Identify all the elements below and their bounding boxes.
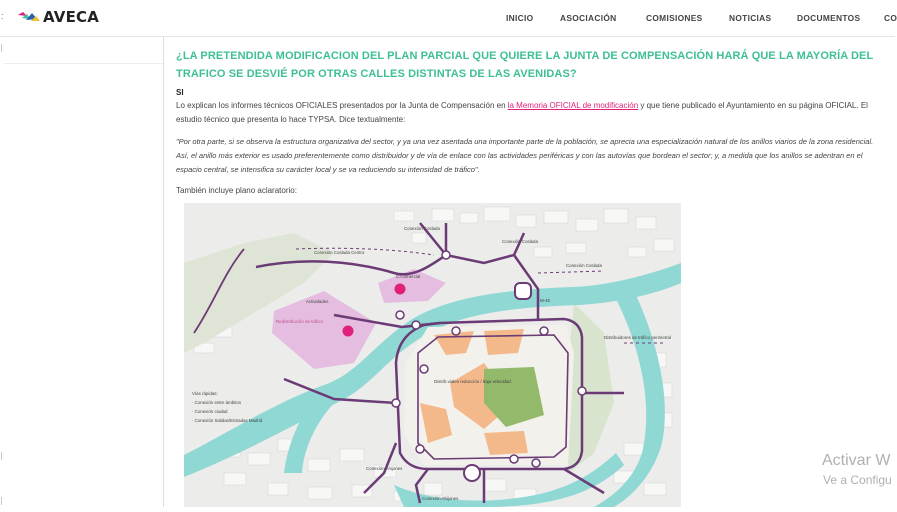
activation-watermark-subtitle: Ve a Configu <box>823 473 892 487</box>
map-legend-title: Vías rápidas: <box>192 391 218 396</box>
nav-item-inicio[interactable]: INICIO <box>506 13 534 23</box>
nav-item-contacto[interactable]: CO <box>884 13 897 23</box>
nav-item-noticias[interactable]: NOTICIAS <box>729 13 772 23</box>
header-bar <box>0 0 895 36</box>
map-legend-item: · Conexión Salidas/Entradas Madrid <box>192 418 263 423</box>
sidebar <box>0 37 163 507</box>
nav-item-comisiones[interactable]: COMISIONES <box>646 13 703 23</box>
sidebar-divider <box>4 63 163 64</box>
map-legend-item: · Conexión entre ámbitos <box>192 400 242 405</box>
edge-mark <box>1 452 2 460</box>
map-label: Conexión Coslada <box>566 263 602 268</box>
map-label: Conexión Coslada <box>404 226 440 231</box>
edge-mark <box>1 497 2 505</box>
map-label: Conexión Ahijones <box>422 496 459 501</box>
map-label: Redistribución de tráfico <box>276 319 324 324</box>
urban-plan-image <box>184 203 681 507</box>
map-label: Actividades <box>306 299 329 304</box>
article <box>176 47 886 195</box>
article-quote: "Por otra parte, si se observa la estructura organizativa del sector, y ya una vez asentada una importante parte de la población, se aprecia una especialización natural de los anillos viarios de la zona residencial. Así, el anillo más exterior es usado preferentemente como distribuidor y de vía de enlace con las actividades periféricas y con las autovías que bordean el sector; y, a medida que los anillos se adentran en el espacio central, se intensifica su carácter local y se va reduciendo su intensidad de tráfico". <box>176 137 874 174</box>
article-title: ¿LA PRETENDIDA MODIFICACION DEL PLAN PARCIAL QUE QUIERE LA JUNTA DE COMPENSACIÓN HARÁ QUE LA MAYORÍA DEL TRAFICO SE DESVIÉ POR OTRAS CALLES DISTINTAS DE LAS AVENIDAS? <box>176 50 874 80</box>
logo-text: AVECA <box>43 8 100 26</box>
paragraph-text: Lo explican los informes técnicos OFICIALES presentados por la Junta de Compensación en <box>176 101 508 110</box>
main-nav <box>0 13 895 27</box>
urban-plan-drawing <box>184 203 681 507</box>
map-label <box>604 335 671 340</box>
map-label: Conexión Ahijones <box>366 466 403 471</box>
edge-mark <box>1 44 2 52</box>
nav-item-documentos[interactable]: DOCUMENTOS <box>797 13 861 23</box>
map-label: M-45 <box>540 298 551 303</box>
map-label: Distrib.viales reducción / baja velocidad <box>434 379 511 384</box>
article-answer: SI <box>176 88 184 97</box>
paragraph-text: y que tiene publicado el Ayuntamiento en su página OFICIAL. El estudio técnico que presenta lo hace TYPSA. Dice textualmente: <box>176 101 868 124</box>
map-label: Conexión Coslada <box>502 239 538 244</box>
plan-caption: También incluye plano aclaratorio: <box>176 186 297 195</box>
edge-glyph: : <box>1 11 4 21</box>
nav-item-asociacion[interactable]: ASOCIACIÓN <box>560 13 617 23</box>
map-label: C.Comercial <box>396 274 421 279</box>
map-label: Distribuidores de tráfico perimetral <box>604 335 671 340</box>
memoria-oficial-link[interactable]: la Memoria OFICIAL de modificación <box>507 101 639 110</box>
map-legend-item: · Conexión ciudad <box>192 409 228 414</box>
map-label: Conexión Coslada Centro <box>314 250 365 255</box>
sidebar-border <box>163 37 164 507</box>
activation-watermark-title: Activar W <box>822 452 891 469</box>
article-paragraph <box>176 99 886 127</box>
